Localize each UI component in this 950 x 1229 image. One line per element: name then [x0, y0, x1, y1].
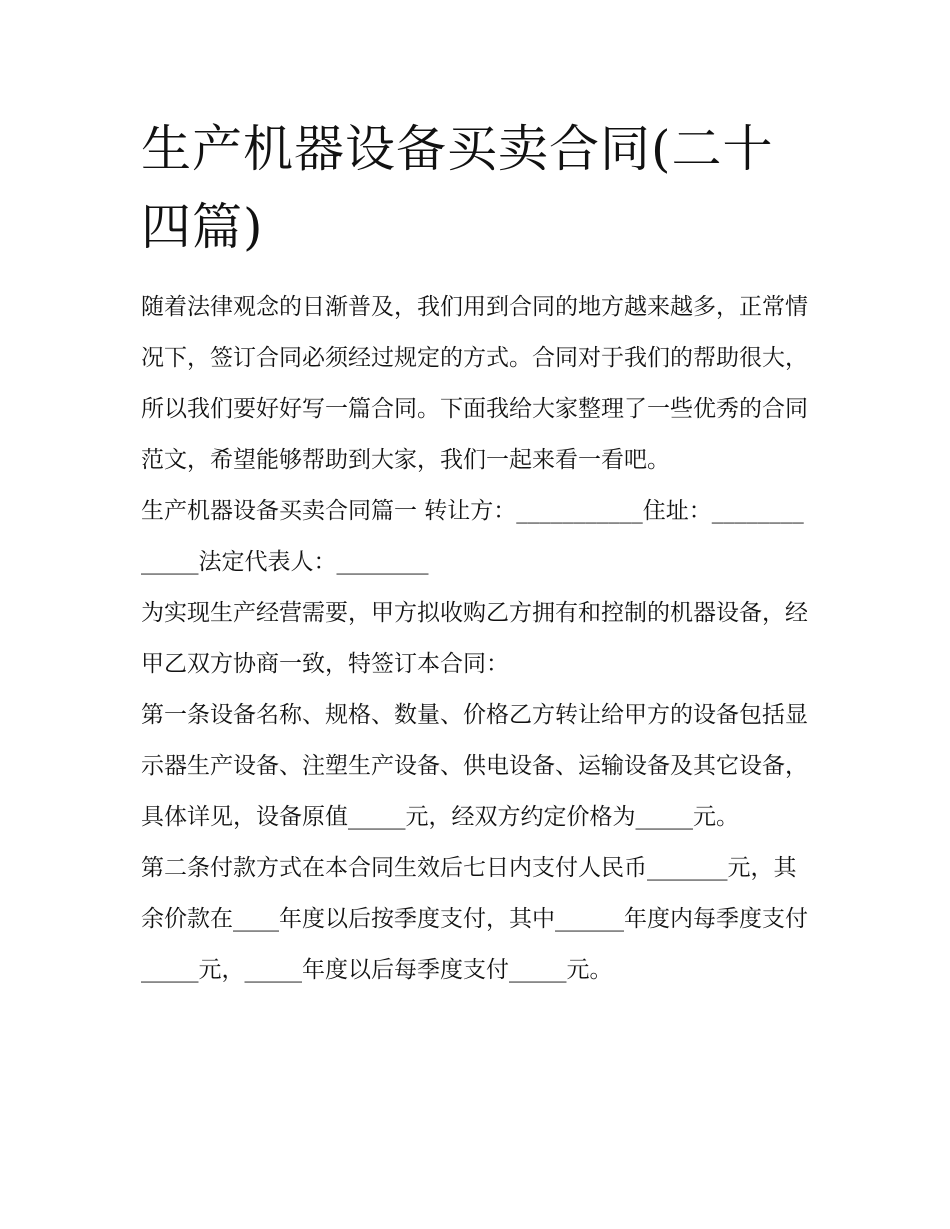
parties-paragraph: 生产机器设备买卖合同篇一 转让方：___________住址：_____________法定代表人：________	[141, 498, 804, 575]
document-page	[141, 110, 813, 996]
article-one-paragraph: 第一条设备名称、规格、数量、价格乙方转让给甲方的设备包括显示器生产设备、注塑生产设备、供电设备、运输设备及其它设备，具体详见，设备原值_____元，经双方约定价格为_____元。	[141, 702, 808, 830]
document-title: 生产机器设备买卖合同(二十四篇)	[141, 120, 774, 256]
purpose-paragraph: 为实现生产经营需要，甲方拟收购乙方拥有和控制的机器设备，经甲乙双方协商一致，特签订本合同：	[141, 600, 808, 677]
article-two-paragraph: 第二条付款方式在本合同生效后七日内支付人民币_______元，其余价款在____年度以后按季度支付，其中______年度内每季度支付_____元，_____年度以后每季度支付_____元。	[141, 855, 808, 983]
intro-paragraph: 随着法律观念的日渐普及，我们用到合同的地方越来越多，正常情况下，签订合同必须经过规定的方式。合同对于我们的帮助很大，所以我们要好好写一篇合同。下面我给大家整理了一些优秀的合同范文，希望能够帮助到大家，我们一起来看一看吧。	[141, 294, 808, 473]
